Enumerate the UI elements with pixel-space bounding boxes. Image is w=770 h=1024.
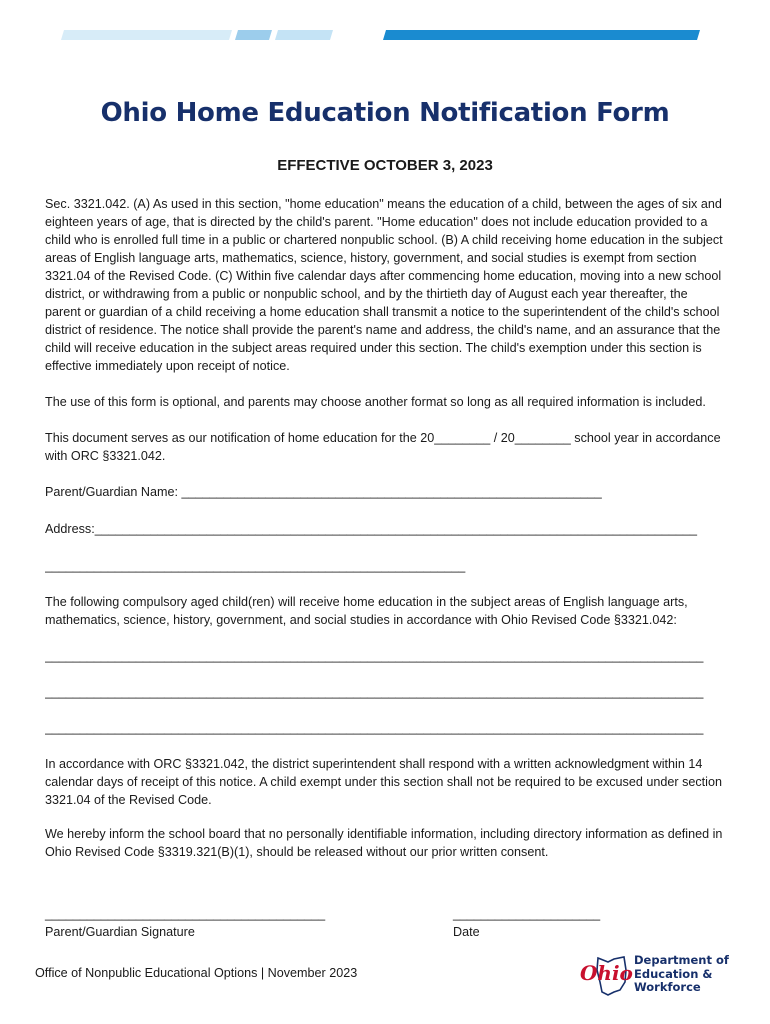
- address-line-2[interactable]: ____________________________________________________________: [45, 559, 466, 573]
- child-line[interactable]: ______________________________________________________________________________________________: [45, 685, 704, 699]
- header-decoration: [0, 28, 770, 42]
- logo-line: Department of: [634, 953, 729, 967]
- footer-office: Office of Nonpublic Educational Options | November 2023: [35, 966, 358, 980]
- logo-line: Workforce: [634, 980, 701, 994]
- page-title: Ohio Home Education Notification Form: [100, 98, 670, 128]
- parent-name-field[interactable]: Parent/Guardian Name: ____________________________________________________________: [45, 485, 602, 499]
- privacy-paragraph: We hereby inform the school board that no personally identifiable information, including directory information as defined in Ohio Revised Code §3319.321(B)(1), should be released without our prior written consent.: [45, 827, 723, 859]
- department-logo: [578, 952, 738, 1000]
- children-paragraph: The following compulsory aged child(ren) will receive home education in the subject areas of English language arts, mathematics, science, history, government, and social studies in accordance with Ohio Revised Code §3321.042:: [45, 595, 688, 627]
- optional-paragraph: The use of this form is optional, and parents may choose another format so long as all required information is included.: [45, 395, 706, 409]
- logo-text: [634, 954, 729, 995]
- child-line[interactable]: ______________________________________________________________________________________________: [45, 649, 704, 663]
- signature-line[interactable]: ________________________________________: [45, 907, 326, 921]
- signature-block: [45, 905, 325, 941]
- form-body: [45, 195, 725, 861]
- address-field[interactable]: Address:______________________________________________________________________________________: [45, 522, 698, 536]
- acknowledgment-paragraph: In accordance with ORC §3321.042, the district superintendent shall respond with a written acknowledgment within 14 calendar days of receipt of this notice. A child exempt under this section shall not be required to be excused under section 3321.04 of the Revised Code.: [45, 757, 722, 807]
- ohio-state-outline-icon: [578, 952, 634, 1000]
- date-block: [453, 905, 600, 941]
- child-line[interactable]: ______________________________________________________________________________________________: [45, 721, 704, 735]
- signature-label: Parent/Guardian Signature: [45, 925, 195, 939]
- effective-date: EFFECTIVE OCTOBER 3, 2023: [277, 157, 493, 174]
- statute-paragraph: Sec. 3321.042. (A) As used in this section, "home education" means the education of a child, between the ages of six and eighteen years of age, that is directed by the child's parent. "Home education" does not include education provided to a child who is enrolled full time in a public or chartered nonpublic school. (B) A child receiving home education in the subject areas of English language arts, mathematics, science, history, government, and social studies is exempt from section 3321.04 of the Revised Code. (C) Within five calendar days after commencing home education, moving into a new school district, or withdrawing from a public or nonpublic school, and by the thirtieth day of August each year thereafter, the parent or guardian of a child receiving a home education shall transmit a notice to the superintendent of the child's school district of residence. The notice shall provide the parent's name and address, the child's name, and an assurance that the child will receive education in the subject areas required under this section. The child's exemption under this section is effective immediately upon receipt of notice.: [45, 197, 723, 373]
- date-line[interactable]: _____________________: [453, 907, 601, 921]
- ohio-script-text: Ohio: [580, 961, 633, 985]
- date-label: Date: [453, 925, 480, 939]
- logo-line: Education &: [634, 966, 713, 981]
- notification-paragraph[interactable]: This document serves as our notification of home education for the 20________ / 20________ school year in accordance with ORC §3321.042.: [45, 431, 721, 463]
